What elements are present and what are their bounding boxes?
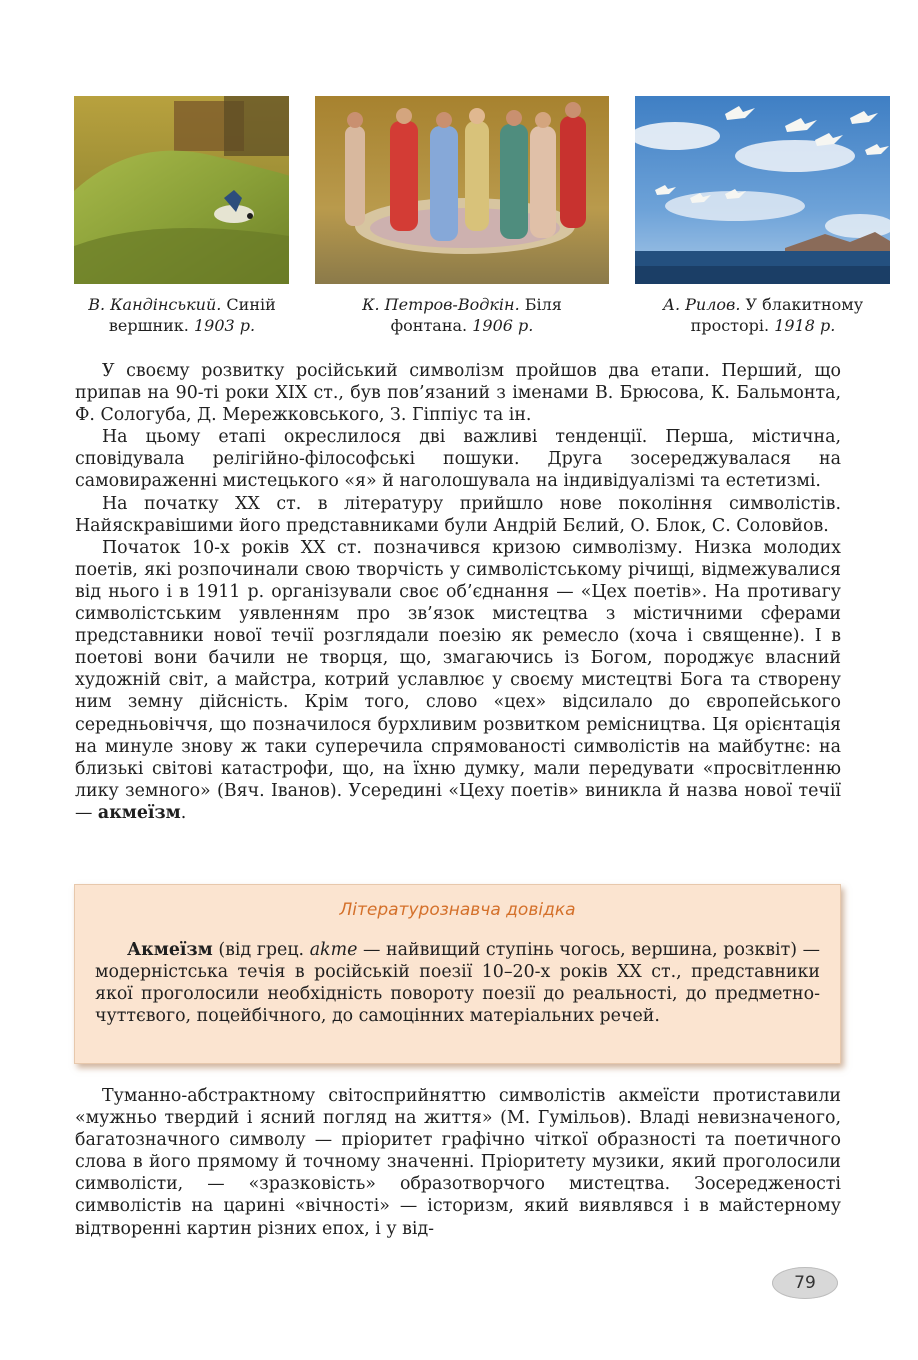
caption-title: просторі. [690,316,770,335]
paragraph: Туманно-абстрактному світосприйняттю символістів акмеїсти протиставили «мужньо твердий і ясний погляд на життя» (М. Гумільов). Владі невизначеного, багатозначного символу — пріоритет графічно чіткої образності та поетичного слова в його прямому й точному значенні. Пріоритету музики, який проголосили символісти, — «зразковість» образотворчого мистецтва. Зосередженості символістів на царині «вічності» — історизм, який виявлявся і в майстерному відтворенні картин різних епох, і у від- [75,1086,841,1239]
infobox-text [95,939,820,1027]
infobox-title: Літературознавча довідка [339,900,576,920]
literary-reference-box [74,884,841,1064]
painting-by-the-fountain [315,96,609,284]
painting-blue-expanse [635,96,890,284]
paragraph: На цьому етапі окреслилося дві важливі тенденції. Перша, містична, сповідувала релігійно-філософські пошуки. Друга зосереджувалася на самовираженні мистецького «я» й наголошувала на індивідуалізмі та естетизмі. [75,427,841,492]
caption-title: У блакитному [745,295,864,314]
caption-year: 1918 р. [774,316,836,335]
caption-title: вершник. [108,316,189,335]
infobox-term: Акмеїзм [127,940,213,960]
caption-author: А. Рилов. [662,295,741,314]
caption-year: 1906 р. [472,316,534,335]
infobox-text-part: — найвищий ступінь чогось, вершина, розквіт) — модерністська течія в російській поезії 10–20-х років ХХ ст., представники якої проголосили необхідність повороту поезії до реальності, до предметно-чуттєвого, поцейбічного, до самоцінних матеріальних речей. [95,940,821,1027]
paragraph: На початку ХХ ст. в літературу прийшло нове покоління символістів. Найяскравішими його представниками були Андрій Бєлий, О. Блок, С. Соловйов. [75,493,841,536]
infobox-text-part: (від грец. [218,940,305,960]
paragraph-text: Початок 10-х років ХХ ст. позначився кризою символізму. Низка молодих поетів, які розпочинали свою творчість у символістському річищі, відмежувалися від нього і в 1911 р. організували своє об’єднання — «Цех поетів». На противагу символістським уявленням про зв’язок мистецтва з містичними сферами представники нової течії розглядали поезію як ремесло (хоча і священне). І в поетові вони бачили не творця, що, змагаючись із Богом, породжує власний художній світ, а майстра, котрий уславлює у своєму мистецтві Бога та створену ним земну дійсність. Крім того, слово «цех» відсилало до європейського середньовіччя, що позначилося бурхливим розвитком ремісництва. Ця орієнтація на минуле знову ж таки суперечила спрямованості символістів на майбутнє: на близькі світові катастрофи, що, на їхню думку, мали передувати «просвітленню лику земного» (Вяч. Іванов). Усередині «Цеху поетів» виникла й назва нової течії — [75,537,841,823]
caption-blue-expanse [640,294,886,336]
caption-title: Біля [524,295,562,314]
term-akmeizm: акмеїзм [97,802,181,823]
caption-title: фонтана. [390,316,468,335]
infobox-italic-word: akme [309,940,358,960]
bottom-text [75,1085,841,1240]
caption-blue-rider [68,294,296,336]
caption-author: К. Петров-Водкін. [362,295,520,314]
paragraph: Початок 10-х років ХХ ст. позначився кризою символізму. Низка молодих поетів, які розпочинали свою творчість у символістському річищі, відмежувалися від нього і в 1911 р. організували своє об’єднання — «Цех поетів». На противагу символістським уявленням про зв’язок мистецтва з містичними сферами представники нової течії розглядали поезію як ремесло (хоча і священне). І в поетові вони бачили не творця, що, змагаючись із Богом, породжує власний художній світ, а майстра, котрий уславлює у своєму мистецтві Бога та створену ним земну дійсність. Крім того, слово «цех» відсилало до європейського середньовіччя, що позначилося бурхливим розвитком ремісництва. Ця орієнтація на минуле знову ж таки суперечила спрямованості символістів на майбутнє: на близькі світові катастрофи, що, на їхню думку, мали передувати «просвітленню лику земного» (Вяч. Іванов). Усередині «Цеху поетів» виникла й назва нової течії — акмеїзм. [75,537,841,823]
caption-by-the-fountain [330,294,594,336]
caption-title: Синій [226,295,276,314]
caption-year: 1903 р. [193,316,256,335]
main-text [75,360,841,824]
paragraph: У своєму розвитку російський символізм пройшов два етапи. Перший, що припав на 90-ті роки ХІХ ст., був пов’язаний з іменами В. Брюсова, К. Бальмонта, Ф. Сологуба, Д. Мережковського, З. Гіппіус та ін. [75,361,841,426]
caption-author: В. Кандінський. [88,295,222,314]
page-number: 79 [772,1267,838,1299]
painting-blue-rider [74,96,289,284]
